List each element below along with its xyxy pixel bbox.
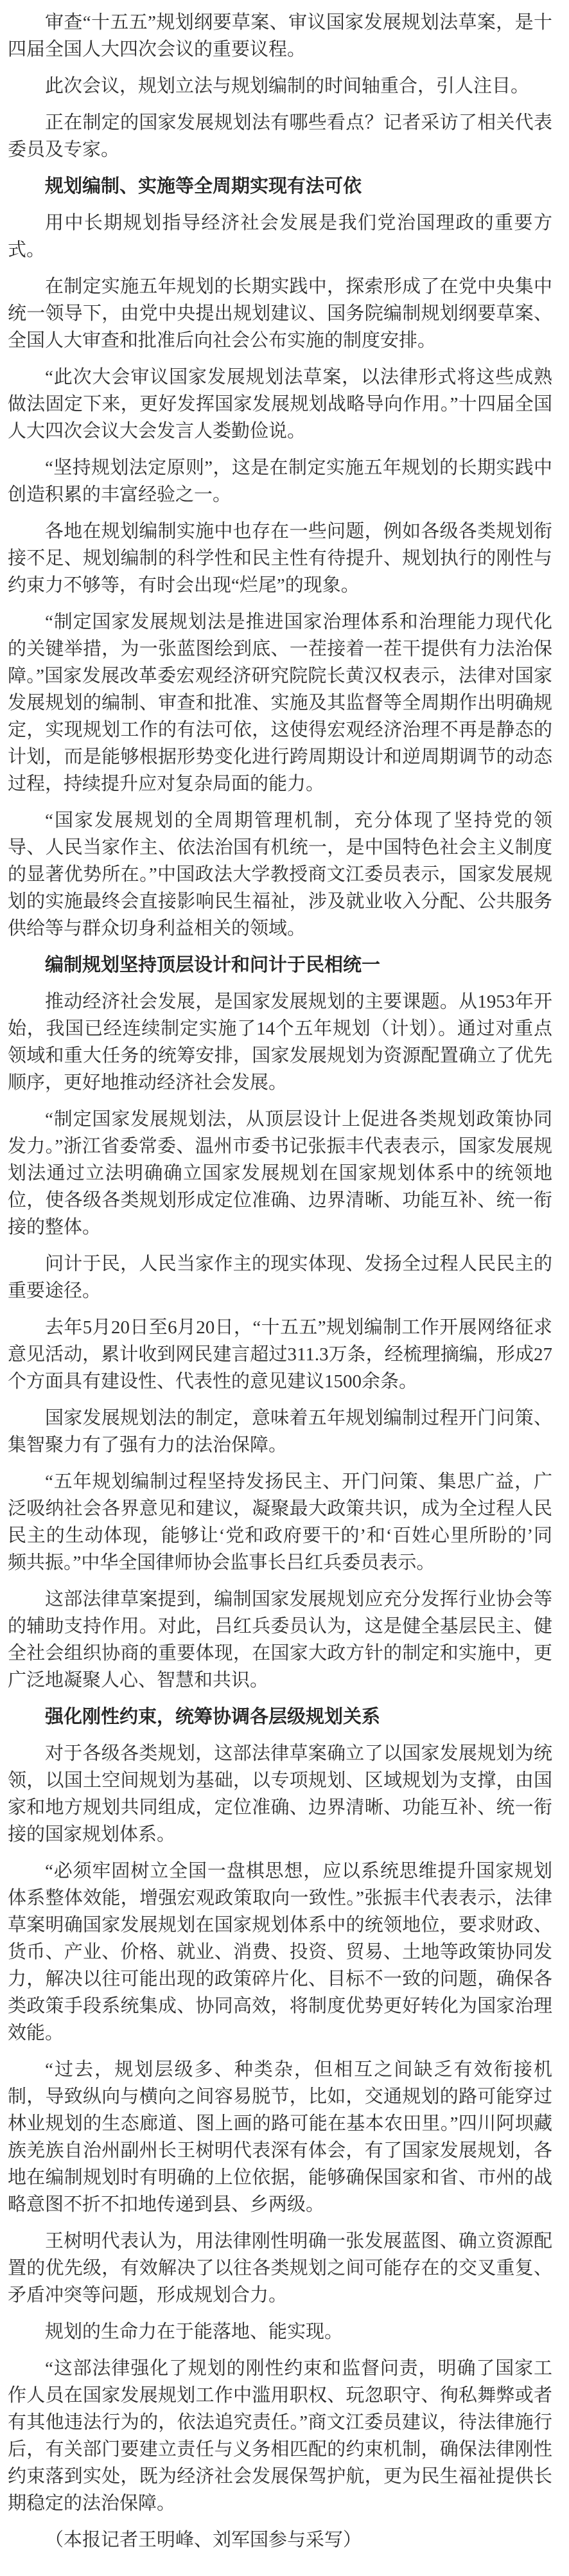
paragraph: 去年5月20日至6月20日，“十五五”规划编制工作开展网络征求意见活动，累计收到网民建言超过311.3万条，经梳理摘编，形成27个方面具有建设性、代表性的意见建议1500余条。 <box>8 1317 552 1392</box>
paragraph: 问计于民，人民当家作主的现实体现、发扬全过程人民民主的重要途径。 <box>8 1254 552 1301</box>
paragraph: 这部法律草案提到，编制国家发展规划应充分发挥行业协会等的辅助支持作用。对此，吕红兵委员认为，这是健全基层民主、健全社会组织协商的重要体现，在国家大政方针的制定和实施中，更广泛地凝聚人心、智慧和共识。 <box>8 1589 552 1691</box>
closing-credit: （本报记者王明峰、刘军国参与采写） <box>45 2530 362 2550</box>
paragraph: “五年规划编制过程坚持发扬民主、开门问策、集思广益，广泛吸纳社会各界意见和建议，凝聚最大政策共识，成为全过程人民民主的生动体现，能够让‘党和政府要干的’和‘百姓心里所盼的’同频共振。”中华全国律师协会监事长吕红兵委员表示。 <box>8 1471 552 1573</box>
paragraph: 推动经济社会发展，是国家发展规划的主要课题。从1953年开始，我国已经连续制定实施了14个五年规划（计划）。通过对重点领域和重大任务的统筹安排，国家发展规划为资源配置确立了优先顺序，更好地推动经济社会发展。 <box>8 991 552 1093</box>
paragraph: 在制定实施五年规划的长期实践中，探索形成了在党中央集中统一领导下，由党中央提出规划建议、国务院编制规划纲要草案、全国人大审查和批准后向社会公布实施的制度安排。 <box>8 276 552 351</box>
paragraph: “坚持规划法定原则”，这是在制定实施五年规划的长期实践中创造积累的丰富经验之一。 <box>8 457 552 505</box>
paragraph: 对于各级各类规划，这部法律草案确立了以国家发展规划为统领，以国土空间规划为基础，以专项规划、区域规划为支撑，由国家和地方规划共同组成，定位准确、边界清晰、功能互补、统一衔接的国家规划体系。 <box>8 1743 552 1845</box>
section-heading: 编制规划坚持顶层设计和问计于民相统一 <box>45 955 381 975</box>
paragraph: “必须牢固树立全国一盘棋思想，应以系统思维提升国家规划体系整体效能，增强宏观政策取向一致性。”张振丰代表表示，法律草案明确国家发展规划在国家规划体系中的统领地位，要求财政、货币、产业、价格、就业、消费、投资、贸易、土地等政策协同发力，解决以往可能出现的政策碎片化、目标不一致的问题，确保各类政策手段系统集成、协同高效，将制度优势更好转化为国家治理效能。 <box>8 1861 552 2043</box>
paragraph: “国家发展规划的全周期管理机制，充分体现了坚持党的领导、人民当家作主、依法治国有机统一，是中国特色社会主义制度的显著优势所在。”中国政法大学教授商文江委员表示，国家发展规划的实施最终会直接影响民生福祉，涉及就业收入分配、公共服务供给等与群众切身利益相关的领域。 <box>8 810 552 939</box>
paragraph: “制定国家发展规划法是推进国家治理体系和治理能力现代化的关键举措，为一张蓝图绘到底、一茬接着一茬干提供有力法治保障。”国家发展改革委宏观经济研究院院长黄汉权表示，法律对国家发展规划的编制、审查和批准、实施及其监督等全周期作出明确规定，实现规划工作的有法可依，这使得宏观经济治理不再是静态的计划，而是能够根据形势变化进行跨周期设计和逆周期调节的动态过程，持续提升应对复杂局面的能力。 <box>8 612 552 794</box>
section-heading: 强化刚性约束，统筹协调各层级规划关系 <box>45 1707 381 1727</box>
paragraph: 规划的生命力在于能落地、能实现。 <box>45 2322 344 2342</box>
paragraph: “这部法律强化了规划的刚性约束和监督问责，明确了国家工作人员在国家发展规划工作中滥用职权、玩忽职守、徇私舞弊或者有其他违法行为的，依法追究责任。”商文江委员建议，待法律施行后，有关部门要建立责任与义务相匹配的约束机制，确保法律刚性约束落到实处，既为经济社会发展保驾护航，更为民生福祉提供长期稳定的法治保障。 <box>8 2358 552 2514</box>
paragraph: “制定国家发展规划法，从顶层设计上促进各类规划政策协同发力。”浙江省委常委、温州市委书记张振丰代表表示，国家发展规划法通过立法明确确立国家发展规划在国家规划体系中的统领地位，使各级各类规划形成定位准确、边界清晰、功能互补、统一衔接的整体。 <box>8 1109 552 1238</box>
paragraph: “过去，规划层级多、种类杂，但相互之间缺乏有效衔接机制，导致纵向与横向之间容易脱节，比如，交通规划的路可能穿过林业规划的生态廊道、图上画的路可能在基本农田里。”四川阿坝藏族羌族自治州副州长王树明代表深有体会，有了国家发展规划，各地在编制规划时有明确的上位依据，能够确保国家和省、市州的战略意图不折不扣地传递到县、乡两级。 <box>8 2059 552 2215</box>
paragraph: 各地在规划编制实施中也存在一些问题，例如各级各类规划衔接不足、规划编制的科学性和民主性有待提升、规划执行的刚性与约束力不够等，有时会出现“烂尾”的现象。 <box>8 521 552 596</box>
paragraph: 正在制定的国家发展规划法有哪些看点？记者采访了相关代表委员及专家。 <box>8 112 552 160</box>
paragraph: 审查“十五五”规划纲要草案、审议国家发展规划法草案，是十四届全国人大四次会议的重要议程。 <box>8 12 552 60</box>
paragraph: 用中长期规划指导经济社会发展是我们党治国理政的重要方式。 <box>8 213 552 260</box>
paragraph: 此次会议，规划立法与规划编制的时间轴重合，引人注目。 <box>45 76 530 96</box>
section-heading: 规划编制、实施等全周期实现有法可依 <box>45 176 362 197</box>
paragraph: 王树明代表认为，用法律刚性明确一张发展蓝图、确立资源配置的优先级，有效解决了以往各类规划之间可能存在的交叉重复、矛盾冲突等问题，形成规划合力。 <box>8 2231 552 2305</box>
paragraph: 国家发展规划法的制定，意味着五年规划编制过程开门问策、集智聚力有了强有力的法治保障。 <box>8 1408 552 1455</box>
paragraph: “此次大会审议国家发展规划法草案，以法律形式将这些成熟做法固定下来，更好发挥国家发展规划战略导向作用。”十四届全国人大四次会议大会发言人娄勤俭说。 <box>8 367 552 441</box>
